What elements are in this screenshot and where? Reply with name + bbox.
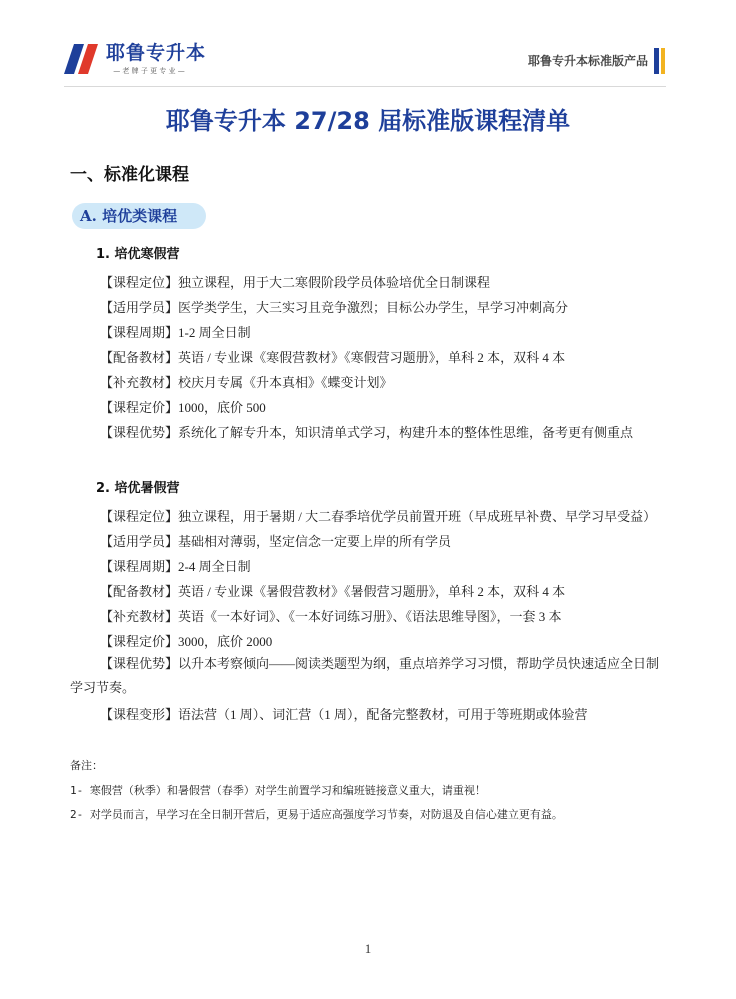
course-line: 【课程优势】系统化了解专升本，知识清单式学习，构建升本的整体性思维，备考更有侧重点 xyxy=(100,425,634,440)
course-line: 【适用学员】基础相对薄弱，坚定信念一定要上岸的所有学员 xyxy=(100,534,452,549)
course-heading: 2. 培优暑假营 xyxy=(96,481,180,496)
course-line: 【配备教材】英语 / 专业课《寒假营教材》《寒假营习题册》，单科 2 本，双科 4 本 xyxy=(100,350,566,365)
slash-logo-icon xyxy=(64,44,100,74)
course-line: 【补充教材】校庆月专属《升本真相》《蝶变计划》 xyxy=(100,375,393,390)
course-line: 【课程定价】1000，底价 500 xyxy=(100,400,266,415)
course-line: 【课程周期】1-2 周全日制 xyxy=(100,325,251,340)
category-label: A. 培优类课程 xyxy=(80,207,178,225)
course-line: 【补充教材】英语《一本好词》、《一本好词练习册》、《语法思维导图》，一套 3 本 xyxy=(100,609,562,624)
page-title: 耶鲁专升本 27/28 届标准版课程清单 xyxy=(165,107,571,135)
page-number: 1 xyxy=(364,941,372,956)
course-line: 【配备教材】英语 / 专业课《暑假营教材》《暑假营习题册》，单科 2 本，双科 4 本 xyxy=(100,584,566,599)
course-variant: 【课程变形】语法营（1 周）、词汇营（1 周），配备完整教材，可用于等班期或体验营 xyxy=(100,707,588,722)
course-line: 【课程定位】独立课程，用于暑期 / 大二春季培优学员前置开班（早成班早补费、早学习早受益） xyxy=(100,509,657,524)
header-accent-bar xyxy=(661,48,665,74)
logo-title: 耶鲁专升本 xyxy=(106,42,207,64)
notes-label: 备注： xyxy=(70,759,103,772)
course-line: 【课程周期】2-4 周全日制 xyxy=(100,559,251,574)
page-header xyxy=(0,0,736,100)
note-item: 1- 寒假营（秋季）和暑假营（春季）对学生前置学习和编班链接意义重大，请重视！ xyxy=(70,784,486,797)
course-line: 【课程定位】独立课程，用于大二寒假阶段学员体验培优全日制课程 xyxy=(100,275,491,290)
header-divider xyxy=(64,86,666,87)
course-heading: 1. 培优寒假营 xyxy=(96,247,180,262)
logo-slogan: — 老 牌 子 更 专 业 — xyxy=(113,67,185,75)
course-advantage: 【课程优势】以升本考察倾向——阅读类题型为纲，重点培养学习习惯，帮助学员快速适应全日制学习节奏。 xyxy=(70,656,660,695)
header-accent-bar xyxy=(654,48,659,74)
product-label: 耶鲁专升本标准版产品 xyxy=(527,54,648,68)
note-item: 2- 对学员而言，早学习在全日制开营后，更易于适应高强度学习节奏，对防退及自信心建立更有益。 xyxy=(70,808,563,821)
course-line: 【课程定价】3000，底价 2000 xyxy=(100,634,273,649)
course-line: 【适用学员】医学类学生，大三实习且竞争激烈；目标公办学生，早学习冲刺高分 xyxy=(100,300,569,315)
section-heading: 一、标准化课程 xyxy=(70,165,189,185)
